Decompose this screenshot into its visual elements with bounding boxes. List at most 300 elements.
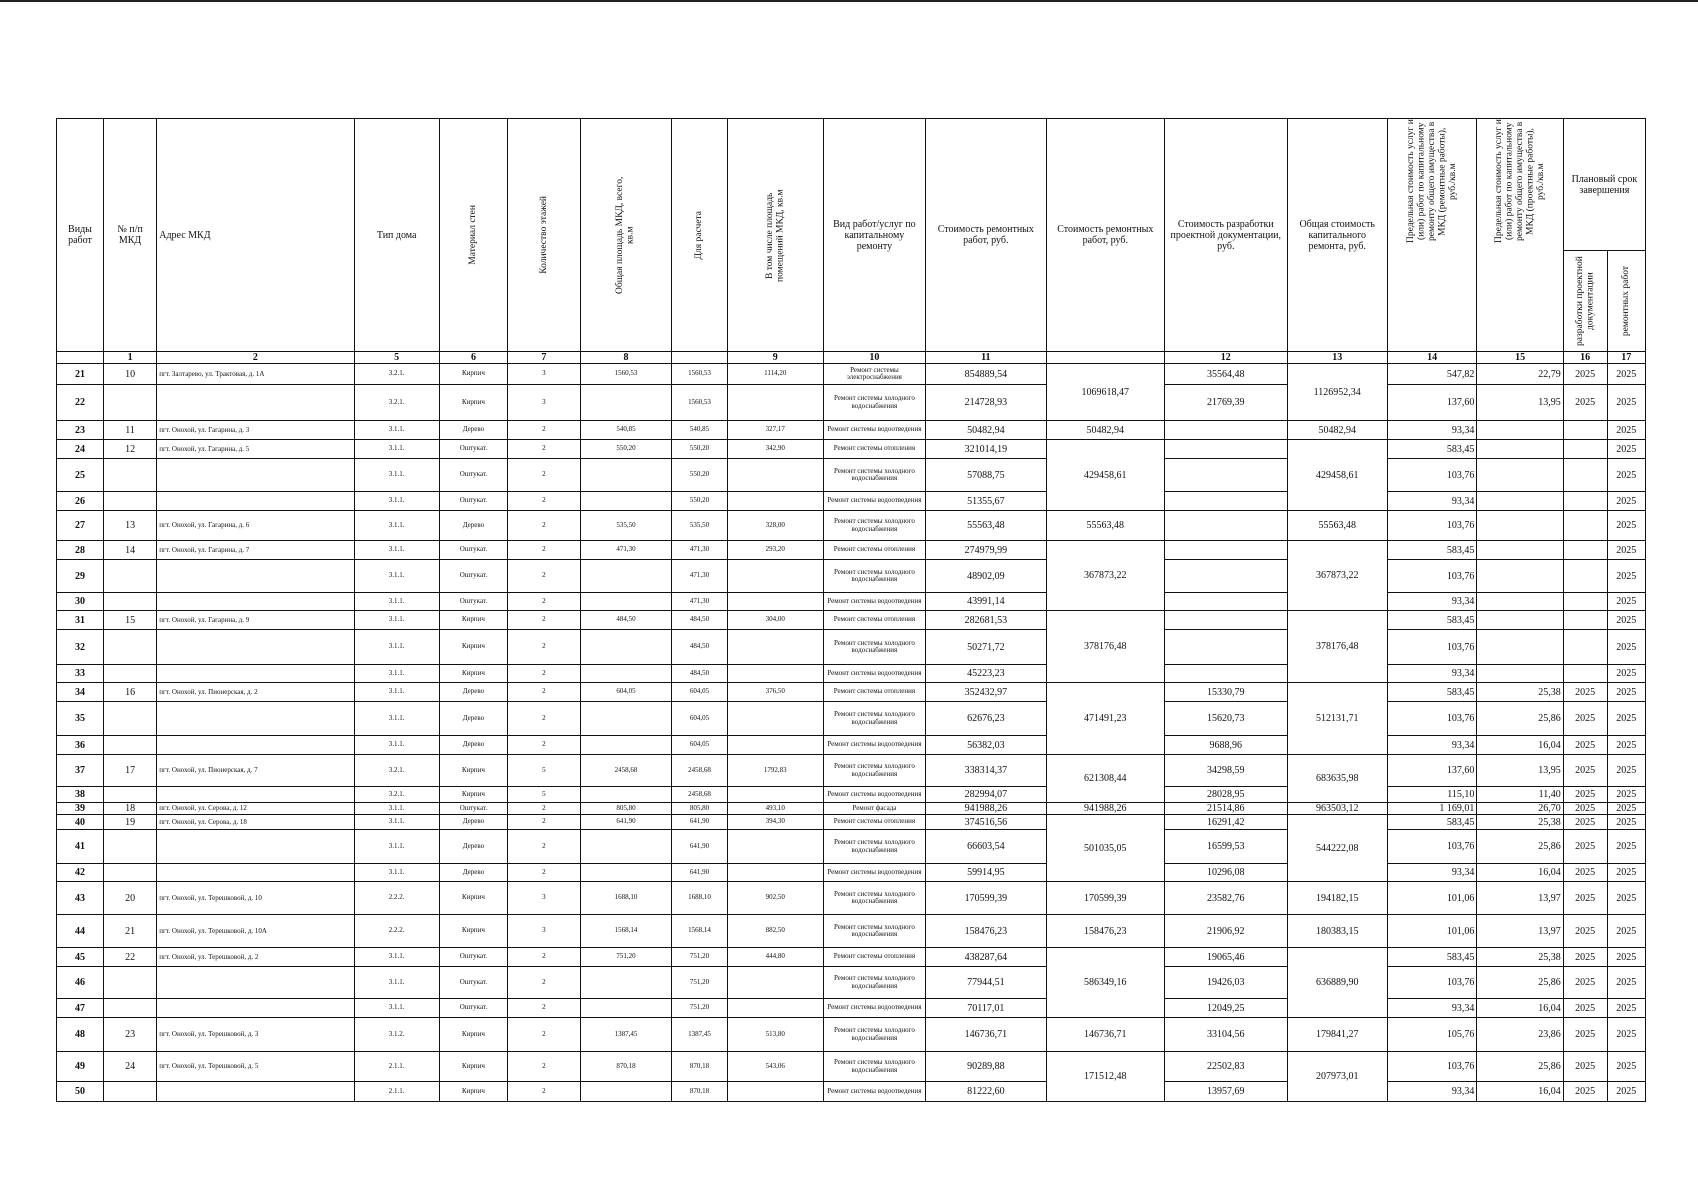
cell-work-type: Ремонт системы водоотведения (823, 787, 925, 803)
cell-work-type: Ремонт системы водоотведения (823, 421, 925, 440)
cell-house-type: 3.1.1. (354, 593, 439, 611)
cell-vid-rabot: 47 (57, 999, 104, 1018)
cell-calc-area: 484,50 (672, 665, 727, 683)
cell-planned-repair: 2025 (1607, 541, 1645, 560)
cell-planned-design (1563, 492, 1607, 511)
cell-limit-cost-design: 25,86 (1477, 702, 1563, 736)
cell-planned-design: 2025 (1563, 815, 1607, 830)
cell-limit-cost-repair: 103,76 (1387, 830, 1477, 864)
cell-house-type: 3.1.1. (354, 459, 439, 492)
cell-planned-design (1563, 560, 1607, 593)
cell-total-area (580, 830, 672, 864)
cell-total-area: 1560,53 (580, 364, 672, 385)
cell-calc-area: 805,80 (672, 803, 727, 815)
cell-repair-cost: 77944,51 (926, 967, 1047, 999)
column-number-row (57, 352, 1646, 364)
cell-planned-repair: 2025 (1607, 967, 1645, 999)
cell-limit-cost-repair: 1 169,01 (1387, 803, 1477, 815)
cell-planned-design (1563, 665, 1607, 683)
cell-vid-rabot: 24 (57, 440, 104, 459)
header-limit-cost-design: Предельная стоимость услуг и (или) работ по капитальному ремонту общего имущества в МКД (проектные работы), руб./кв.м (1493, 119, 1546, 244)
header-premises-area: В том числе площадь помещений МКД, кв.м (764, 188, 786, 282)
cell-work-type: Ремонт системы водоотведения (823, 999, 925, 1018)
cell-limit-cost-design: 16,04 (1477, 864, 1563, 882)
table-row (57, 492, 1646, 511)
cell-floors: 2 (508, 440, 581, 459)
cell-limit-cost-design: 13,95 (1477, 755, 1563, 787)
cell-address: пгт. Онохой, ул. Пионерская, д. 2 (157, 683, 354, 702)
table-row (57, 385, 1646, 421)
cell-nomer-mkd: 12 (103, 440, 156, 459)
table-row (57, 830, 1646, 864)
cell-total-area: 1688,10 (580, 882, 672, 915)
cell-repair-cost-total: 170599,39 (1046, 882, 1164, 915)
cell-total-area: 751,20 (580, 948, 672, 967)
col-num-15: 15 (1477, 352, 1563, 364)
cell-wall-material: Кирпич (439, 1052, 507, 1082)
cell-total-area: 471,30 (580, 541, 672, 560)
cell-floors: 2 (508, 1018, 581, 1052)
cell-address: пгт. Онохой, ул. Терешковой, д. 10 (157, 882, 354, 915)
cell-limit-cost-design: 11,40 (1477, 787, 1563, 803)
cell-calc-area: 751,20 (672, 967, 727, 999)
cell-house-type: 3.1.1. (354, 948, 439, 967)
cell-floors: 3 (508, 882, 581, 915)
cell-design-cost (1164, 492, 1287, 511)
cell-design-cost: 19065,46 (1164, 948, 1287, 967)
header-total-cost: Общая стоимость капитального ремонта, руб. (1287, 119, 1387, 352)
cell-repair-cost: 438287,64 (926, 948, 1047, 967)
cell-calc-area: 2458,68 (672, 787, 727, 803)
cell-work-type: Ремонт системы холодного водоснабжения (823, 560, 925, 593)
cell-address (157, 967, 354, 999)
cell-total-area: 550,20 (580, 440, 672, 459)
cell-repair-cost: 146736,71 (926, 1018, 1047, 1052)
cell-address: пгт. Онохой, ул. Гагарина, д. 5 (157, 440, 354, 459)
cell-limit-cost-repair: 103,76 (1387, 630, 1477, 665)
cell-address: пгт. Онохой, ул. Гагарина, д. 3 (157, 421, 354, 440)
cell-limit-cost-repair: 93,34 (1387, 421, 1477, 440)
cell-premises-area: 513,80 (727, 1018, 823, 1052)
cell-limit-cost-design (1477, 560, 1563, 593)
cell-house-type: 3.1.1. (354, 967, 439, 999)
cell-vid-rabot: 42 (57, 864, 104, 882)
cell-planned-repair: 2025 (1607, 593, 1645, 611)
cell-total-area (580, 864, 672, 882)
cell-floors: 3 (508, 385, 581, 421)
cell-nomer-mkd (103, 787, 156, 803)
cell-design-cost (1164, 593, 1287, 611)
cell-work-type: Ремонт системы холодного водоснабжения (823, 511, 925, 541)
cell-total-cost: 180383,15 (1287, 915, 1387, 948)
header-design-cost: Стоимость разработки проектной документации, руб. (1164, 119, 1287, 352)
cell-design-cost (1164, 630, 1287, 665)
cell-wall-material: Оштукат. (439, 492, 507, 511)
cell-total-area (580, 967, 672, 999)
cell-design-cost: 21514,86 (1164, 803, 1287, 815)
cell-address: пгт. Онохой, ул. Гагарина, д. 6 (157, 511, 354, 541)
cell-wall-material: Оштукат. (439, 948, 507, 967)
cell-limit-cost-repair: 93,34 (1387, 665, 1477, 683)
cell-planned-design: 2025 (1563, 736, 1607, 755)
cell-repair-cost: 158476,23 (926, 915, 1047, 948)
cell-planned-repair: 2025 (1607, 882, 1645, 915)
cell-vid-rabot: 23 (57, 421, 104, 440)
cell-nomer-mkd (103, 999, 156, 1018)
cell-limit-cost-design (1477, 421, 1563, 440)
cell-nomer-mkd (103, 593, 156, 611)
cell-total-cost: 544222,08 (1287, 815, 1387, 882)
cell-limit-cost-repair: 101,06 (1387, 882, 1477, 915)
cell-design-cost (1164, 541, 1287, 560)
cell-repair-cost: 43991,14 (926, 593, 1047, 611)
cell-nomer-mkd: 24 (103, 1052, 156, 1082)
cell-planned-repair: 2025 (1607, 665, 1645, 683)
table-row (57, 736, 1646, 755)
header-address: Адрес МКД (157, 119, 354, 352)
capital-repair-table (56, 118, 1646, 1102)
cell-total-area (580, 459, 672, 492)
cell-limit-cost-design: 22,79 (1477, 364, 1563, 385)
cell-vid-rabot: 25 (57, 459, 104, 492)
cell-premises-area: 902,50 (727, 882, 823, 915)
cell-wall-material: Дерево (439, 864, 507, 882)
cell-design-cost: 13957,69 (1164, 1082, 1287, 1102)
cell-planned-repair: 2025 (1607, 736, 1645, 755)
table-row (57, 1052, 1646, 1082)
header-calc-area: Для расчета (694, 210, 705, 260)
cell-limit-cost-design: 23,86 (1477, 1018, 1563, 1052)
cell-work-type: Ремонт системы холодного водоснабжения (823, 755, 925, 787)
header-vid-rabot: Виды работ (57, 119, 104, 352)
cell-planned-repair: 2025 (1607, 1082, 1645, 1102)
cell-house-type: 3.1.1. (354, 736, 439, 755)
table-row (57, 915, 1646, 948)
table-row (57, 967, 1646, 999)
cell-premises-area (727, 967, 823, 999)
cell-address: пгт. Онохой, ул. Гагарина, д. 9 (157, 611, 354, 630)
cell-repair-cost-total: 429458,61 (1046, 440, 1164, 511)
cell-work-type: Ремонт системы водоотведения (823, 736, 925, 755)
cell-premises-area (727, 830, 823, 864)
cell-planned-repair: 2025 (1607, 815, 1645, 830)
cell-planned-design: 2025 (1563, 1052, 1607, 1082)
cell-limit-cost-design (1477, 611, 1563, 630)
cell-house-type: 3.1.1. (354, 702, 439, 736)
cell-nomer-mkd: 10 (103, 364, 156, 385)
table-row (57, 364, 1646, 385)
cell-planned-repair: 2025 (1607, 999, 1645, 1018)
col-num-1: 1 (103, 352, 156, 364)
cell-vid-rabot: 34 (57, 683, 104, 702)
cell-design-cost: 10296,08 (1164, 864, 1287, 882)
cell-address: пгт. Онохой, ул. Серова, д. 18 (157, 815, 354, 830)
cell-vid-rabot: 37 (57, 755, 104, 787)
cell-house-type: 3.1.1. (354, 683, 439, 702)
cell-house-type: 3.1.1. (354, 803, 439, 815)
cell-work-type: Ремонт системы электроснабжения (823, 364, 925, 385)
cell-limit-cost-repair: 103,76 (1387, 560, 1477, 593)
cell-vid-rabot: 45 (57, 948, 104, 967)
cell-address (157, 999, 354, 1018)
cell-work-type: Ремонт системы холодного водоснабжения (823, 882, 925, 915)
cell-total-cost: 1126952,34 (1287, 364, 1387, 421)
cell-premises-area (727, 787, 823, 803)
cell-nomer-mkd: 11 (103, 421, 156, 440)
cell-repair-cost: 66603,54 (926, 830, 1047, 864)
cell-limit-cost-repair: 115,10 (1387, 787, 1477, 803)
table-row (57, 560, 1646, 593)
cell-planned-repair: 2025 (1607, 385, 1645, 421)
cell-wall-material: Оштукат. (439, 440, 507, 459)
cell-calc-area: 1387,45 (672, 1018, 727, 1052)
cell-premises-area: 327,17 (727, 421, 823, 440)
cell-premises-area: 1792,83 (727, 755, 823, 787)
cell-design-cost: 33104,56 (1164, 1018, 1287, 1052)
cell-total-area (580, 999, 672, 1018)
cell-total-area: 870,18 (580, 1052, 672, 1082)
table-row (57, 541, 1646, 560)
cell-floors: 2 (508, 630, 581, 665)
cell-wall-material: Оштукат. (439, 541, 507, 560)
table-row (57, 755, 1646, 787)
cell-premises-area (727, 702, 823, 736)
cell-repair-cost: 56382,03 (926, 736, 1047, 755)
cell-house-type: 3.2.1. (354, 385, 439, 421)
cell-nomer-mkd (103, 492, 156, 511)
cell-repair-cost: 282994,07 (926, 787, 1047, 803)
cell-repair-cost: 274979,99 (926, 541, 1047, 560)
table-row (57, 787, 1646, 803)
cell-repair-cost: 59914,95 (926, 864, 1047, 882)
cell-floors: 5 (508, 787, 581, 803)
cell-calc-area: 870,18 (672, 1082, 727, 1102)
cell-wall-material: Кирпич (439, 364, 507, 385)
cell-total-cost: 683635,98 (1287, 755, 1387, 803)
cell-repair-cost: 45223,23 (926, 665, 1047, 683)
cell-planned-design (1563, 421, 1607, 440)
cell-vid-rabot: 28 (57, 541, 104, 560)
cell-house-type: 3.1.1. (354, 541, 439, 560)
cell-limit-cost-repair: 103,76 (1387, 967, 1477, 999)
cell-planned-design: 2025 (1563, 385, 1607, 421)
cell-limit-cost-repair: 583,45 (1387, 948, 1477, 967)
cell-repair-cost: 50271,72 (926, 630, 1047, 665)
cell-wall-material: Оштукат. (439, 999, 507, 1018)
cell-limit-cost-design (1477, 459, 1563, 492)
cell-total-area (580, 630, 672, 665)
cell-planned-repair: 2025 (1607, 948, 1645, 967)
cell-calc-area: 751,20 (672, 999, 727, 1018)
header-house-type: Тип дома (354, 119, 439, 352)
cell-address (157, 702, 354, 736)
cell-repair-cost: 50482,94 (926, 421, 1047, 440)
cell-total-cost: 512131,71 (1287, 683, 1387, 755)
col-num-8: 8 (580, 352, 672, 364)
cell-design-cost: 34298,59 (1164, 755, 1287, 787)
cell-planned-design: 2025 (1563, 787, 1607, 803)
cell-repair-cost: 321014,19 (926, 440, 1047, 459)
cell-repair-cost-total: 158476,23 (1046, 915, 1164, 948)
cell-nomer-mkd (103, 1082, 156, 1102)
cell-address: пгт. Онохой, ул. Терешковой, д. 3 (157, 1018, 354, 1052)
cell-repair-cost-total: 586349,16 (1046, 948, 1164, 1018)
cell-address (157, 385, 354, 421)
cell-calc-area: 604,05 (672, 683, 727, 702)
cell-limit-cost-repair: 93,34 (1387, 593, 1477, 611)
table-row (57, 999, 1646, 1018)
cell-work-type: Ремонт системы холодного водоснабжения (823, 967, 925, 999)
cell-floors: 2 (508, 511, 581, 541)
cell-planned-design: 2025 (1563, 864, 1607, 882)
cell-repair-cost-total: 146736,71 (1046, 1018, 1164, 1052)
cell-premises-area: 304,00 (727, 611, 823, 630)
cell-premises-area: 882,50 (727, 915, 823, 948)
cell-floors: 3 (508, 915, 581, 948)
cell-floors: 2 (508, 1052, 581, 1082)
cell-design-cost (1164, 665, 1287, 683)
col-num-7: 7 (508, 352, 581, 364)
cell-design-cost (1164, 459, 1287, 492)
cell-total-area: 1387,45 (580, 1018, 672, 1052)
cell-calc-area: 471,30 (672, 541, 727, 560)
cell-wall-material: Дерево (439, 683, 507, 702)
cell-premises-area: 293,20 (727, 541, 823, 560)
cell-floors: 2 (508, 830, 581, 864)
cell-planned-repair: 2025 (1607, 787, 1645, 803)
cell-floors: 2 (508, 702, 581, 736)
cell-calc-area: 604,05 (672, 736, 727, 755)
cell-repair-cost: 170599,39 (926, 882, 1047, 915)
cell-calc-area: 484,50 (672, 611, 727, 630)
cell-address: пгт. Онохой, ул. Терешковой, д. 10А (157, 915, 354, 948)
header-planned: Плановый срок завершения (1563, 119, 1645, 251)
cell-repair-cost-total: 621308,44 (1046, 755, 1164, 803)
cell-planned-design: 2025 (1563, 1018, 1607, 1052)
cell-calc-area: 751,20 (672, 948, 727, 967)
table-row (57, 815, 1646, 830)
cell-limit-cost-design: 25,38 (1477, 815, 1563, 830)
header-row (57, 119, 1646, 251)
cell-repair-cost-total: 55563,48 (1046, 511, 1164, 541)
cell-limit-cost-repair: 103,76 (1387, 1052, 1477, 1082)
cell-nomer-mkd: 13 (103, 511, 156, 541)
cell-limit-cost-repair: 137,60 (1387, 755, 1477, 787)
col-num-2: 2 (157, 352, 354, 364)
cell-planned-repair: 2025 (1607, 864, 1645, 882)
table-row (57, 702, 1646, 736)
cell-limit-cost-design: 13,97 (1477, 915, 1563, 948)
cell-house-type: 2.2.2. (354, 882, 439, 915)
cell-planned-repair: 2025 (1607, 611, 1645, 630)
cell-repair-cost: 81222,60 (926, 1082, 1047, 1102)
cell-planned-design (1563, 541, 1607, 560)
cell-calc-area: 471,30 (672, 593, 727, 611)
cell-premises-area (727, 560, 823, 593)
cell-wall-material: Кирпич (439, 1018, 507, 1052)
cell-total-area: 641,90 (580, 815, 672, 830)
cell-total-area: 604,05 (580, 683, 672, 702)
cell-limit-cost-repair: 93,34 (1387, 864, 1477, 882)
cell-wall-material: Дерево (439, 421, 507, 440)
cell-calc-area: 550,20 (672, 459, 727, 492)
cell-limit-cost-repair: 103,76 (1387, 511, 1477, 541)
cell-design-cost: 28028,95 (1164, 787, 1287, 803)
cell-floors: 2 (508, 999, 581, 1018)
cell-calc-area: 540,85 (672, 421, 727, 440)
cell-total-cost: 194182,15 (1287, 882, 1387, 915)
cell-house-type: 3.1.1. (354, 864, 439, 882)
cell-total-area (580, 702, 672, 736)
cell-wall-material: Оштукат. (439, 560, 507, 593)
cell-nomer-mkd (103, 459, 156, 492)
table-row (57, 459, 1646, 492)
cell-planned-design (1563, 511, 1607, 541)
cell-design-cost: 23582,76 (1164, 882, 1287, 915)
cell-planned-repair: 2025 (1607, 702, 1645, 736)
cell-floors: 2 (508, 683, 581, 702)
cell-vid-rabot: 43 (57, 882, 104, 915)
cell-floors: 2 (508, 803, 581, 815)
cell-planned-repair: 2025 (1607, 915, 1645, 948)
cell-nomer-mkd: 20 (103, 882, 156, 915)
cell-planned-repair: 2025 (1607, 492, 1645, 511)
table-row (57, 683, 1646, 702)
cell-work-type: Ремонт системы отопления (823, 683, 925, 702)
cell-repair-cost: 338314,37 (926, 755, 1047, 787)
top-border-line (0, 0, 1698, 2)
cell-house-type: 3.1.1. (354, 665, 439, 683)
cell-work-type: Ремонт системы холодного водоснабжения (823, 1052, 925, 1082)
cell-repair-cost: 70117,01 (926, 999, 1047, 1018)
cell-design-cost: 9688,96 (1164, 736, 1287, 755)
cell-design-cost: 22502,83 (1164, 1052, 1287, 1082)
cell-wall-material: Кирпич (439, 787, 507, 803)
cell-floors: 2 (508, 1082, 581, 1102)
cell-planned-design: 2025 (1563, 364, 1607, 385)
col-num-13: 13 (1287, 352, 1387, 364)
cell-calc-area: 641,90 (672, 815, 727, 830)
cell-wall-material: Кирпич (439, 1082, 507, 1102)
cell-premises-area (727, 999, 823, 1018)
cell-nomer-mkd (103, 967, 156, 999)
cell-design-cost: 19426,03 (1164, 967, 1287, 999)
cell-address: пгт. Онохой, ул. Терешковой, д. 2 (157, 948, 354, 967)
cell-floors: 2 (508, 421, 581, 440)
cell-work-type: Ремонт системы холодного водоснабжения (823, 702, 925, 736)
cell-total-area: 540,85 (580, 421, 672, 440)
cell-planned-design (1563, 630, 1607, 665)
cell-floors: 2 (508, 967, 581, 999)
cell-house-type: 3.1.1. (354, 630, 439, 665)
col-num-6: 6 (439, 352, 507, 364)
table-row (57, 665, 1646, 683)
cell-house-type: 3.1.1. (354, 440, 439, 459)
cell-premises-area (727, 665, 823, 683)
cell-address: пгт. Онохой, ул. Серова, д. 12 (157, 803, 354, 815)
cell-planned-design: 2025 (1563, 948, 1607, 967)
cell-floors: 5 (508, 755, 581, 787)
cell-house-type: 3.2.1. (354, 364, 439, 385)
cell-floors: 2 (508, 492, 581, 511)
cell-address (157, 864, 354, 882)
cell-nomer-mkd: 23 (103, 1018, 156, 1052)
cell-address (157, 459, 354, 492)
cell-premises-area: 543,06 (727, 1052, 823, 1082)
cell-wall-material: Оштукат. (439, 593, 507, 611)
cell-vid-rabot: 29 (57, 560, 104, 593)
cell-limit-cost-design (1477, 593, 1563, 611)
